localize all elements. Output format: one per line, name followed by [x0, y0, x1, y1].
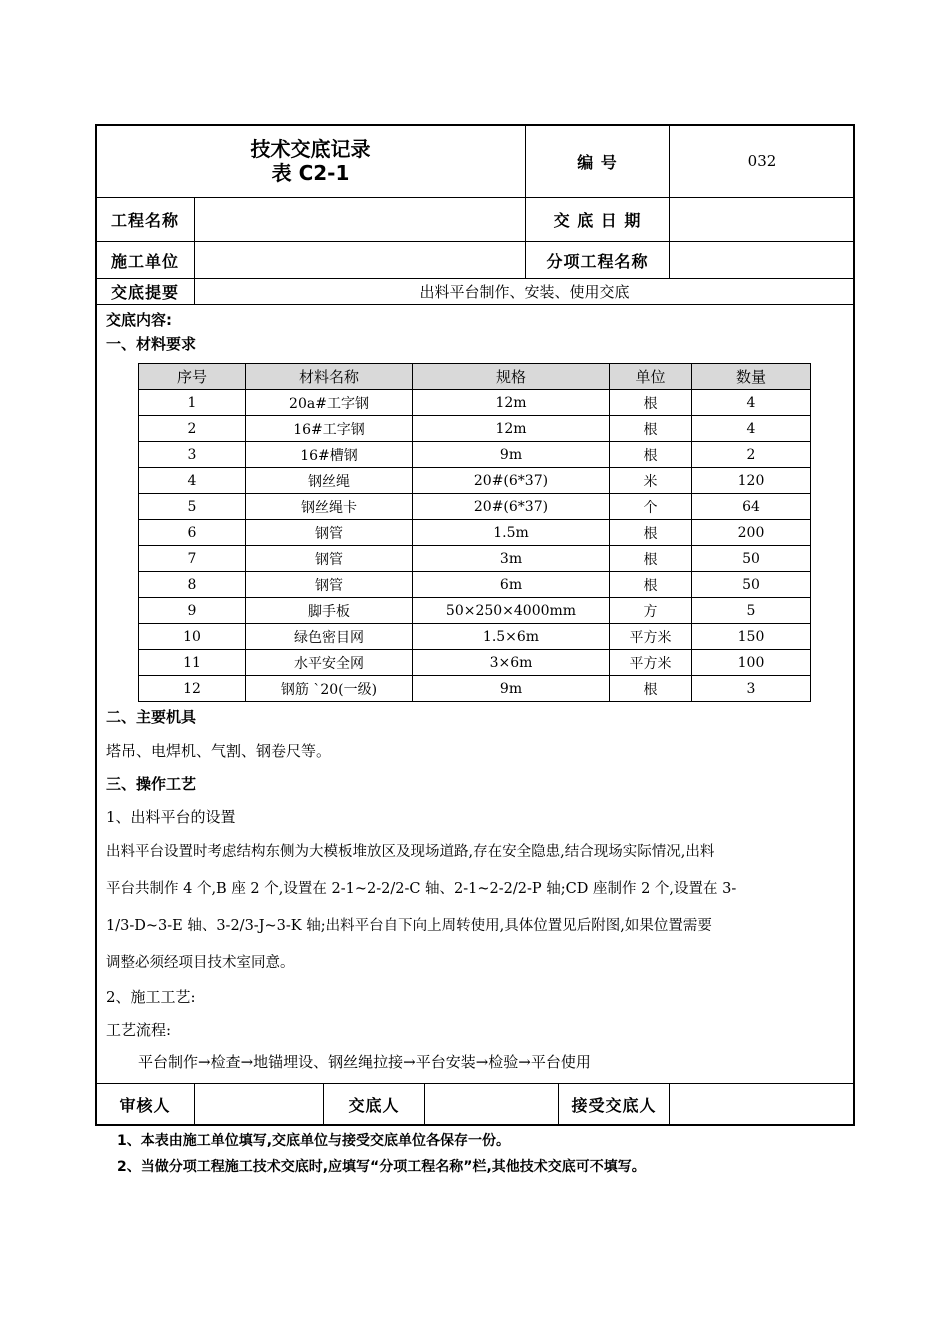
cell-name: 钢管 — [246, 546, 413, 572]
cell-unit: 根 — [610, 416, 692, 442]
cell-spec: 50×250×4000mm — [413, 598, 610, 624]
cell-name: 16#槽钢 — [246, 442, 413, 468]
table-row — [139, 390, 811, 416]
project-name-field[interactable] — [195, 198, 525, 241]
cell-qty: 120 — [692, 468, 811, 494]
footnote: 1、本表由施工单位填写,交底单位与接受交底单位各保存一份。 — [117, 1133, 511, 1149]
contractor-field[interactable] — [195, 242, 525, 278]
table-row — [139, 468, 811, 494]
cell-index: 7 — [139, 546, 246, 572]
col-header-spec: 规格 — [413, 364, 610, 390]
cell-unit: 米 — [610, 468, 692, 494]
section-tools-heading: 二、主要机具 — [106, 708, 197, 726]
number-value[interactable]: 032 — [747, 152, 777, 170]
cell-unit: 平方米 — [610, 624, 692, 650]
cell-index: 9 — [139, 598, 246, 624]
table-row — [139, 546, 811, 572]
tools-text: 塔吊、电焊机、气割、钢卷尺等。 — [106, 742, 332, 760]
summary-label: 交底提要 — [110, 283, 179, 302]
cell-name: 钢管 — [246, 520, 413, 546]
cell-qty: 50 — [692, 546, 811, 572]
paragraph-line: 1/3-D~3-E 轴、3-2/3-J~3-K 轴;出料平台自下向上周转使用,具体位置见后附图,如果位置需要 — [106, 918, 712, 934]
section-process-heading: 三、操作工艺 — [106, 775, 197, 793]
cell-index: 12 — [139, 676, 246, 702]
reviewer-label: 审核人 — [119, 1096, 171, 1115]
paragraph-line: 平台共制作 4 个,B 座 2 个,设置在 2-1~2-2/2-C 轴、2-1~2-2/2-P 轴;CD 座制作 2 个,设置在 3- — [106, 881, 737, 897]
cell-index: 3 — [139, 442, 246, 468]
cell-qty: 150 — [692, 624, 811, 650]
col-header-index: 序号 — [139, 364, 246, 390]
paragraph-line: 调整必须经项目技术室同意。 — [106, 955, 295, 971]
form-code: 表 C2-1 — [271, 161, 350, 185]
cell-qty: 4 — [692, 416, 811, 442]
cell-name: 钢丝绳卡 — [246, 494, 413, 520]
cell-spec: 9m — [413, 442, 610, 468]
cell-name: 水平安全网 — [246, 650, 413, 676]
table-row — [139, 650, 811, 676]
cell-index: 1 — [139, 390, 246, 416]
form-title — [96, 125, 525, 197]
cell-spec: 20#(6*37) — [413, 468, 610, 494]
cell-unit: 个 — [610, 494, 692, 520]
contractor-label: 施工单位 — [110, 251, 179, 271]
summary-value[interactable]: 出料平台制作、安装、使用交底 — [419, 283, 630, 301]
cell-qty: 64 — [692, 494, 811, 520]
footnote: 2、当做分项工程施工技术交底时,应填写“分项工程名称”栏,其他技术交底可不填写。 — [117, 1159, 646, 1175]
cell-qty: 200 — [692, 520, 811, 546]
table-row — [139, 624, 811, 650]
receiver-label: 接受交底人 — [571, 1096, 657, 1115]
cell-spec: 3m — [413, 546, 610, 572]
cell-qty: 4 — [692, 390, 811, 416]
col-header-name: 材料名称 — [246, 364, 413, 390]
cell-index: 8 — [139, 572, 246, 598]
table-row — [139, 572, 811, 598]
table-row — [139, 520, 811, 546]
date-field[interactable] — [670, 198, 854, 241]
subsection-construction: 2、施工工艺: — [106, 988, 196, 1006]
cell-unit: 根 — [610, 546, 692, 572]
subproject-field[interactable] — [670, 242, 854, 278]
cell-unit: 根 — [610, 520, 692, 546]
cell-name: 钢筋 `20(一级) — [246, 676, 413, 702]
cell-qty: 50 — [692, 572, 811, 598]
cell-name: 钢管 — [246, 572, 413, 598]
cell-index: 11 — [139, 650, 246, 676]
section-materials-heading: 一、材料要求 — [106, 335, 197, 353]
discloser-label: 交底人 — [348, 1096, 400, 1115]
cell-name: 绿色密目网 — [246, 624, 413, 650]
cell-qty: 100 — [692, 650, 811, 676]
date-label: 交 底 日 期 — [553, 211, 642, 230]
cell-name: 20a#工字钢 — [246, 390, 413, 416]
table-row — [139, 442, 811, 468]
cell-name: 脚手板 — [246, 598, 413, 624]
cell-index: 10 — [139, 624, 246, 650]
cell-unit: 平方米 — [610, 650, 692, 676]
cell-unit: 根 — [610, 676, 692, 702]
cell-index: 5 — [139, 494, 246, 520]
table-row — [139, 598, 811, 624]
row-divider — [96, 304, 854, 305]
cell-unit: 根 — [610, 390, 692, 416]
cell-qty: 2 — [692, 442, 811, 468]
cell-unit: 根 — [610, 572, 692, 598]
materials-header-row — [139, 364, 811, 390]
table-row — [139, 676, 811, 702]
number-label: 编 号 — [577, 152, 618, 172]
cell-name: 钢丝绳 — [246, 468, 413, 494]
cell-index: 2 — [139, 416, 246, 442]
col-header-qty: 数量 — [692, 364, 811, 390]
reviewer-field[interactable] — [195, 1084, 323, 1125]
process-flow: 平台制作→检查→地锚埋设、钢丝绳拉接→平台安装→检验→平台使用 — [138, 1053, 591, 1071]
cell-spec: 1.5×6m — [413, 624, 610, 650]
cell-index: 4 — [139, 468, 246, 494]
cell-spec: 6m — [413, 572, 610, 598]
project-name-label: 工程名称 — [110, 211, 179, 230]
discloser-field[interactable] — [425, 1084, 558, 1125]
table-row — [139, 416, 811, 442]
subsection-platform-setup: 1、出料平台的设置 — [106, 808, 236, 826]
cell-unit: 方 — [610, 598, 692, 624]
cell-qty: 5 — [692, 598, 811, 624]
cell-name: 16#工字钢 — [246, 416, 413, 442]
form-title-main: 技术交底记录 — [250, 137, 371, 161]
cell-spec: 9m — [413, 676, 610, 702]
cell-index: 6 — [139, 520, 246, 546]
materials-table — [138, 363, 811, 702]
cell-spec: 20#(6*37) — [413, 494, 610, 520]
receiver-field[interactable] — [670, 1084, 854, 1125]
flow-label: 工艺流程: — [106, 1021, 172, 1039]
cell-spec: 12m — [413, 416, 610, 442]
subproject-label: 分项工程名称 — [546, 251, 649, 271]
cell-spec: 12m — [413, 390, 610, 416]
col-header-unit: 单位 — [610, 364, 692, 390]
cell-qty: 3 — [692, 676, 811, 702]
cell-unit: 根 — [610, 442, 692, 468]
content-heading: 交底内容: — [106, 311, 172, 329]
table-row — [139, 494, 811, 520]
cell-spec: 3×6m — [413, 650, 610, 676]
cell-spec: 1.5m — [413, 520, 610, 546]
paragraph-line: 出料平台设置时考虑结构东侧为大模板堆放区及现场道路,存在安全隐患,结合现场实际情况,出料 — [106, 844, 715, 860]
